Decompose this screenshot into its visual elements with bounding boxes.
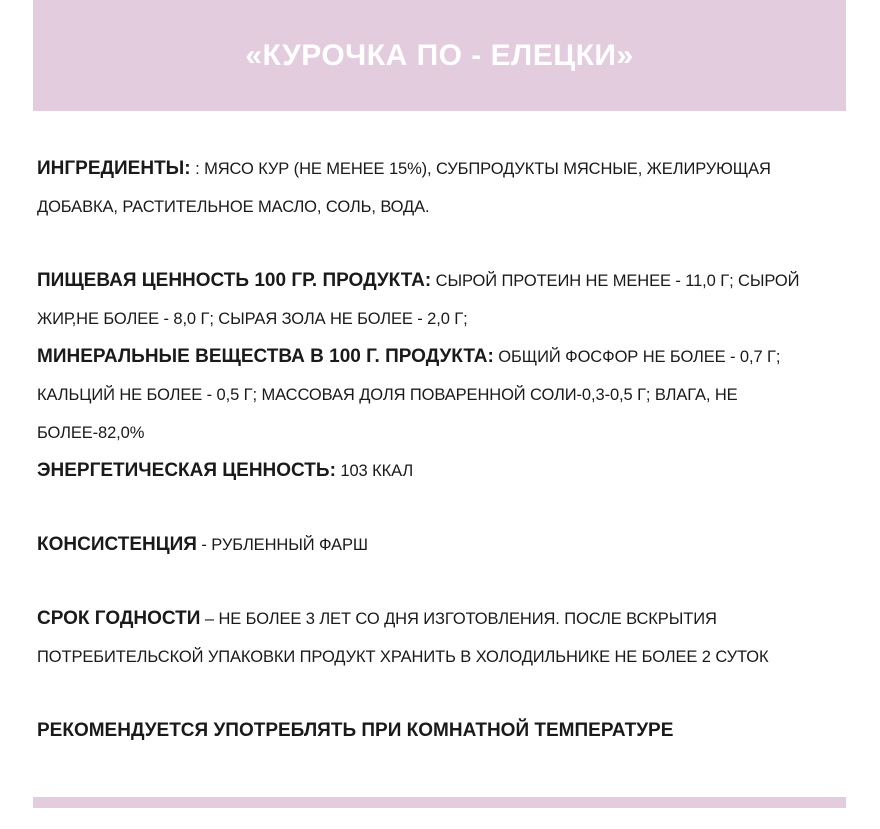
consistency-label: КОНСИСТЕНЦИЯ (37, 534, 197, 555)
ingredients-label: ИНГРЕДИЕНТЫ: (37, 158, 191, 179)
nutrition-label: ПИЩЕВАЯ ЦЕННОСТЬ 100 ГР. ПРОДУКТА: (37, 270, 432, 291)
consistency-section (37, 526, 849, 564)
nutrition-text: СЫРОЙ ПРОТЕИН НЕ МЕНЕЕ - 11,0 Г; СЫРОЙ ЖИР,НЕ БОЛЕЕ - 8,0 Г; СЫРАЯ ЗОЛА НЕ БОЛЕЕ - 2,0 Г; (37, 272, 800, 328)
recommendation-label: РЕКОМЕНДУЕТСЯ УПОТРЕБЛЯТЬ ПРИ КОМНАТНОЙ ТЕМПЕРАТУРЕ (37, 720, 674, 741)
minerals-text: ОБЩИЙ ФОСФОР НЕ БОЛЕЕ - 0,7 Г; КАЛЬЦИЙ НЕ БОЛЕЕ - 0,5 Г; МАССОВАЯ ДОЛЯ ПОВАРЕННОЙ СОЛИ-0,3-0,5 Г; ВЛАГА, НЕ БОЛЕЕ-82,0% (37, 348, 781, 442)
consistency-text: - РУБЛЕННЫЙ ФАРШ (196, 536, 368, 554)
energy-text: 103 ККАЛ (335, 462, 414, 480)
nutrition-section (37, 262, 849, 338)
minerals-section (37, 338, 849, 452)
energy-section (37, 452, 849, 490)
ingredients-text: : МЯСО КУР (НЕ МЕНЕЕ 15%), СУБПРОДУКТЫ МЯСНЫЕ, ЖЕЛИРУЮЩАЯ ДОБАВКА, РАСТИТЕЛЬНОЕ МАСЛО, СОЛЬ, ВОДА. (37, 160, 771, 216)
ingredients-section (37, 150, 849, 226)
shelf-life-section (37, 600, 849, 676)
minerals-label: МИНЕРАЛЬНЫЕ ВЕЩЕСТВА В 100 Г. ПРОДУКТА: (37, 346, 494, 367)
recommendation-section (37, 712, 849, 749)
header-banner (33, 0, 846, 111)
shelf-life-label: СРОК ГОДНОСТИ (37, 608, 201, 629)
footer-divider (33, 797, 846, 808)
shelf-life-text: – НЕ БОЛЕЕ 3 ЛЕТ СО ДНЯ ИЗГОТОВЛЕНИЯ. ПОСЛЕ ВСКРЫТИЯ ПОТРЕБИТЕЛЬСКОЙ УПАКОВКИ ПРОДУКТ ХРАНИТЬ В ХОЛОДИЛЬНИКЕ НЕ БОЛЕЕ 2 СУТОК (37, 610, 769, 666)
product-title: «КУРОЧКА ПО - ЕЛЕЦКИ» (245, 38, 634, 72)
energy-label: ЭНЕРГЕТИЧЕСКАЯ ЦЕННОСТЬ: (37, 460, 336, 481)
product-info (37, 150, 849, 749)
